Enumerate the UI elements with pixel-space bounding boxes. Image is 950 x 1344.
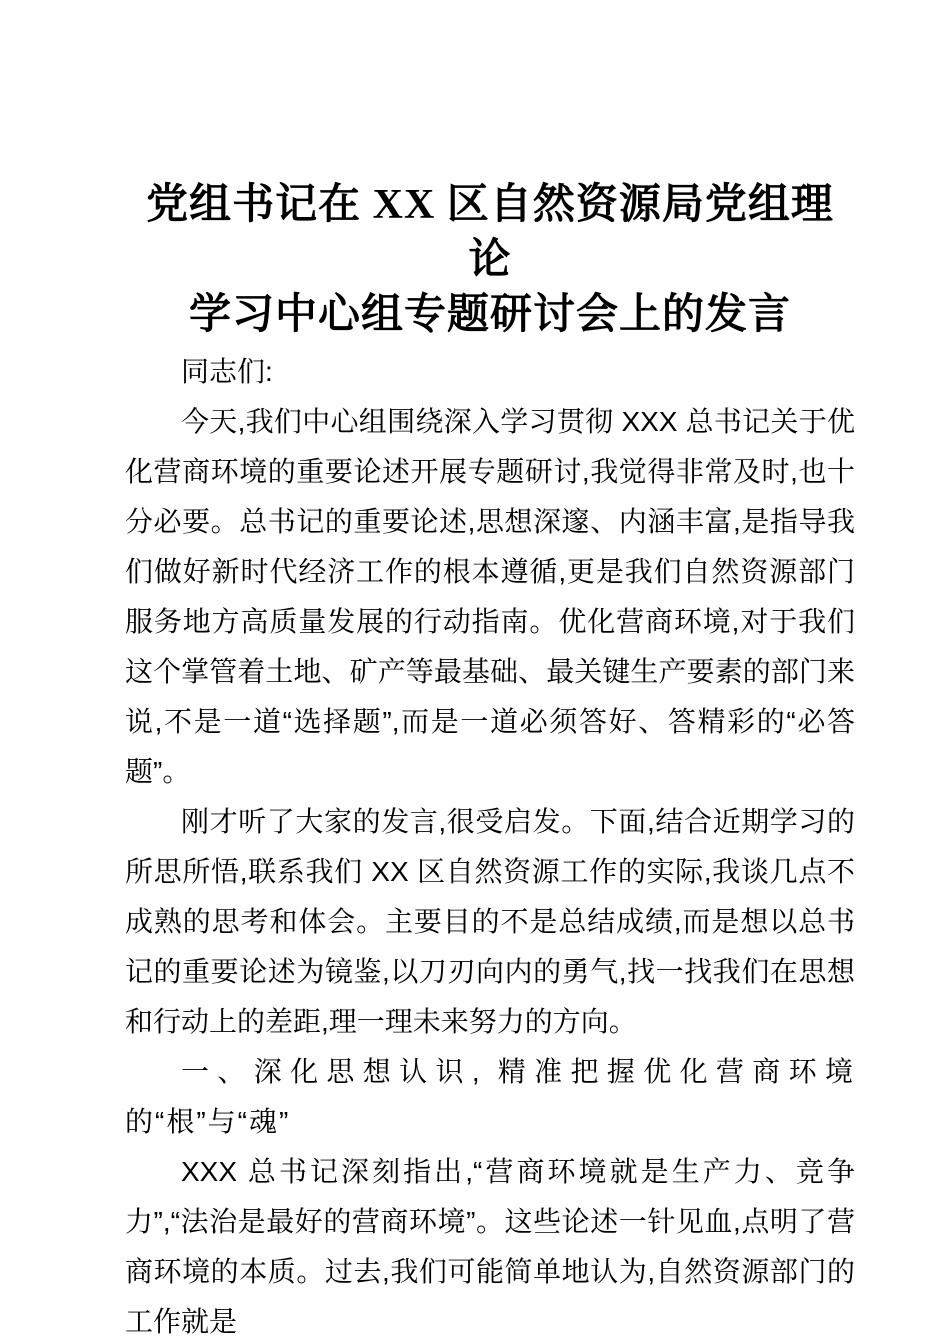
section-heading-1: 一、深化思想认识, 精准把握优化营商环境的“根”与“魂” — [125, 1056, 855, 1137]
document-title — [125, 178, 855, 343]
title-line-1: 党组书记在 XX 区自然资源局党组理论 — [146, 182, 834, 283]
paragraph-section-1-body: XXX 总书记深刻指出,“营商环境就是生产力、竞争力”,“法治是最好的营商环境”。这些论述一针见血,点明了营商环境的本质。过去,我们可能简单地认为,自然资源部门的工作就是 — [125, 1156, 855, 1337]
salutation: 同志们: — [181, 356, 273, 387]
paragraph-opening: 今天,我们中心组围绕深入学习贯彻 XXX 总书记关于优化营商环境的重要论述开展专题研讨,我觉得非常及时,也十分必要。总书记的重要论述,思想深邃、内涵丰富,是指导我们做好新时代经济工作的根本遵循,更是我们自然资源部门服务地方高质量发展的行动指南。优化营商环境,对于我们这个掌管着土地、矿产等最基础、最关键生产要素的部门来说,不是一道“选择题”,而是一道必须答好、答精彩的“必答题”。 — [125, 406, 855, 787]
title-line-2: 学习中心组专题研讨会上的发言 — [188, 292, 791, 338]
paragraph-reflection: 刚才听了大家的发言,很受启发。下面,结合近期学习的所思所悟,联系我们 XX 区自然资源工作的实际,我谈几点不成熟的思考和体会。主要目的不是总结成绩,而是想以总书记的重要论述为镜鉴,以刀刃向内的勇气,找一找我们在思想和行动上的差距,理一理未来努力的方向。 — [125, 806, 855, 1037]
document-body — [125, 347, 855, 1344]
